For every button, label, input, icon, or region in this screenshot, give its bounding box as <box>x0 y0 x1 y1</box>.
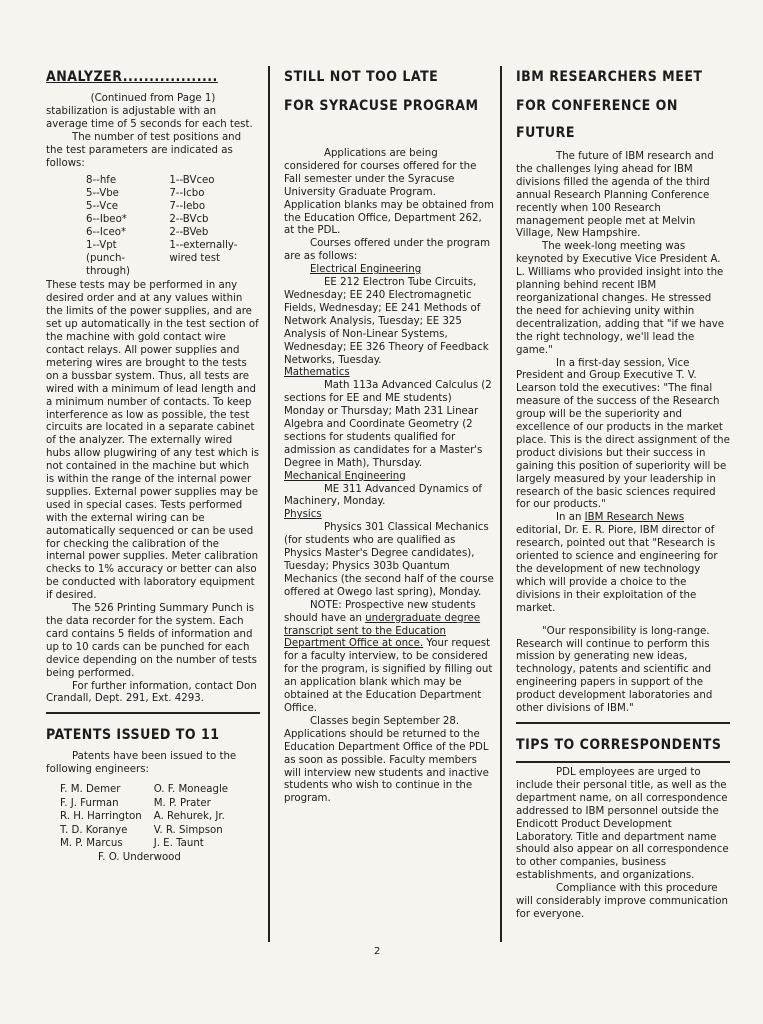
note-underlined-text: undergraduate degree transcript sent to the Education Department Office at once. <box>284 612 481 650</box>
tips-heading: TIPS TO CORRESPONDENTS <box>516 736 722 753</box>
engineer-name: F. M. Demer <box>60 784 121 796</box>
param-cell: 5--Vce <box>86 201 119 213</box>
test-parameter-table <box>86 174 260 278</box>
column-divider-right <box>500 66 502 942</box>
param-cell: 2--BVeb <box>169 227 209 239</box>
syracuse-note <box>284 600 494 716</box>
engineer-name: T. D. Koranye <box>60 824 128 836</box>
table-row <box>60 837 240 851</box>
engineer-name: O. F. Moneagle <box>153 784 229 796</box>
param-cell: 1--BVceo <box>169 175 215 187</box>
table-row <box>86 239 260 278</box>
ibm-paragraph-2: The week-long meeting was keynoted by Executive Vice President A. L. Williams who provided insight into the planning behind recent IBM reorganizational changes. He stressed the need for achieving unity within decentralization, adding that "if we have the right technology, we'll lead the game." <box>516 241 724 356</box>
syracuse-heading-line2: FOR SYRACUSE PROGRAM <box>284 98 479 114</box>
analyzer-paragraph-2: These tests may be performed in any desired order and at any values within the limits of the power supplies, and are set up automatically in the test section of the machine with gold contact wire contact relays. All power supplies and metering wires are brought to the tests on a bussbar system. Thus, all tests are wired with a minimum of lead length and a minimum number of contacts. To keep interference as low as possible, the test circuits are located in a separate cabinet of the analyzer. The externally wired hubs allow plugwiring of any test which is not contained in the machine but which is within the range of the internal power supplies. External power supplies may be used in special cases. Tests performed with the external wiring can be automatically sequenced or can be used for checking the calibration of the internal power supplies. Meter calibration checks to 1% accuracy or better can also be conducted with laboratory equipment if desired. <box>46 280 260 602</box>
syracuse-paragraph-1: Applications are being considered for courses offered for the Fall semester under the Syracuse University Graduate Program. Application blanks may be obtained from the Education Office, Department 262, at the PDL. <box>284 148 494 237</box>
ibm-p4-text: In an <box>556 512 585 524</box>
table-row <box>86 174 260 187</box>
tips-paragraph-2: Compliance with this procedure will considerably improve communication for everyone. <box>516 883 728 920</box>
table-row <box>86 213 260 226</box>
param-cell: 2--BVcb <box>169 214 209 226</box>
analyzer-paragraph-0: stabilization is adjustable with an average time of 5 seconds for each test. <box>46 105 253 130</box>
table-row <box>60 797 240 811</box>
ibm-heading-line2: FOR CONFERENCE ON FUTURE <box>516 98 678 141</box>
analyzer-heading: ANALYZER.................. <box>46 69 218 85</box>
engineer-name: F. O. Underwood <box>98 851 181 863</box>
engineer-name: A. Rehurek, Jr. <box>153 811 225 823</box>
ibm-p4-text: editorial, Dr. E. R. Piore, IBM director of research, pointed out that "Research is oriented to science and engineering for the development of new technology which will provide a choice to the divisions in their exploitation of the market. <box>516 525 718 614</box>
ibm-paragraph-1: The future of IBM research and the challenges lying ahead for IBM divisions filled the agenda of the third annual Research Planning Conference recently when 100 Research management people met at Melvin Village, New Hampshire. <box>516 151 714 240</box>
ibm-research-news-title: IBM Research News <box>584 512 685 524</box>
table-row <box>86 200 260 213</box>
column-left <box>46 64 260 864</box>
patents-intro: Patents have been issued to the following engineers: <box>46 751 237 776</box>
ibm-paragraph-5: "Our responsibility is long-range. Research will continue to perform this mission by generating new ideas, technology, patents and scientific and engineering papers in support of the product development laboratories and other divisions of IBM." <box>516 625 713 715</box>
note-text: NOTE: Prospective new students should have an <box>284 599 476 624</box>
syracuse-paragraph-2: Courses offered under the program are as follows: <box>284 238 491 263</box>
engineer-name: M. P. Marcus <box>60 838 123 850</box>
engineer-list <box>60 783 240 851</box>
param-cell: 7--Iebo <box>169 201 206 213</box>
course-body-physics: Physics 301 Classical Mechanics (for students who are qualified as Physics Master's Degree candidates), Tuesday; Physics 303b Quantum Mechanics (the second half of the course offered at Owego last spring), Monday. <box>284 522 494 598</box>
course-body-me: ME 311 Advanced Dynamics of Machinery, Monday. <box>284 483 483 508</box>
section-divider <box>516 722 730 724</box>
page-number: 2 <box>374 946 381 957</box>
param-cell: 5--Vbe <box>86 188 119 200</box>
engineer-name: M. P. Prater <box>153 797 211 809</box>
syracuse-heading-line1: STILL NOT TOO LATE <box>284 69 439 85</box>
table-row <box>86 187 260 200</box>
course-body-math: Math 113a Advanced Calculus (2 sections for EE and ME students) Monday or Thursday; Math 231 Linear Algebra and Coordinate Geometry (2 sections for students qualified for admission as candidates for a Master's Degree in Math), Thursday. <box>284 380 492 469</box>
param-cell: 1--externally-wired test <box>169 240 238 265</box>
engineer-name: R. H. Harrington <box>60 811 142 823</box>
course-body-ee: EE 212 Electron Tube Circuits, Wednesday; EE 240 Electromagnetic Fields, Wednesday; EE 241 Methods of Network Analysis, Tuesday; EE 325 Analysis of Non-Linear Systems, Wednesday; EE 326 Theory of Feedback Networks, Tuesday. <box>284 277 489 366</box>
analyzer-paragraph-4: For further information, contact Don Crandall, Dept. 291, Ext. 4293. <box>46 680 257 705</box>
ibm-paragraph-3: In a first-day session, Vice President and Group Executive T. V. Learson told the executives: "The final measure of the success of the Research group will be the superiority and excellence of our products in the market place. This is the direct assignment of the product divisions but their success in gaining this position of superiority will be largely measured by your leadership in research of the basic sciences required for our products." <box>516 357 730 511</box>
patents-heading: PATENTS ISSUED TO 11 <box>46 727 220 744</box>
engineer-name: V. R. Simpson <box>153 824 223 836</box>
table-row <box>60 783 240 797</box>
ibm-heading-line1: IBM RESEARCHERS MEET <box>516 69 703 85</box>
section-divider <box>516 761 730 763</box>
param-cell: 1--Vpt (punch-through) <box>86 240 131 278</box>
engineer-name: J. E. Taunt <box>153 838 204 850</box>
analyzer-continued: (Continued from Page 1) <box>90 93 216 104</box>
param-cell: 6--Ibeo* <box>86 214 127 226</box>
tips-paragraph-1: PDL employees are urged to include their personal title, as well as the department name, on all correspondence addressed to IBM personnel outside the Endicott Product Development Laboratory. Title and department name should also appear on all correspondence to other companies, business establishments, and organizations. <box>516 766 729 882</box>
course-title-physics: Physics <box>284 509 322 521</box>
section-divider <box>46 712 260 714</box>
param-cell: 7--Icbo <box>169 188 205 200</box>
course-title-ee: Electrical Engineering <box>310 264 422 276</box>
column-middle <box>284 64 494 806</box>
column-divider-left <box>268 66 270 942</box>
course-title-math: Mathematics <box>284 367 350 379</box>
table-row <box>60 824 240 838</box>
column-right <box>516 64 730 922</box>
param-cell: 8--hfe <box>86 175 117 187</box>
syracuse-paragraph-last: Classes begin September 28. Applications should be returned to the Education Department Office of the PDL as soon as possible. Faculty members will interview new students and inactive students who wish to continue in the program. <box>284 715 489 805</box>
table-row <box>86 226 260 239</box>
param-cell: 6--Iceo* <box>86 227 127 239</box>
analyzer-paragraph-3: The 526 Printing Summary Punch is the data recorder for the system. Each card contains 5 fields of information and up to 10 cards can be punched for each device depending on the number of tests being performed. <box>46 603 257 679</box>
engineer-name: F. J. Furman <box>60 797 119 809</box>
note-text: Your request for a faculty interview, to be considered for the program, is signified by filling out an application blank which may be obtained at the Education Department Office. <box>284 638 493 714</box>
analyzer-paragraph-1: The number of test positions and the test parameters are indicated as follows: <box>46 131 242 169</box>
course-title-me: Mechanical Engineering <box>284 470 406 482</box>
ibm-paragraph-4 <box>516 512 730 615</box>
table-row <box>60 810 240 824</box>
